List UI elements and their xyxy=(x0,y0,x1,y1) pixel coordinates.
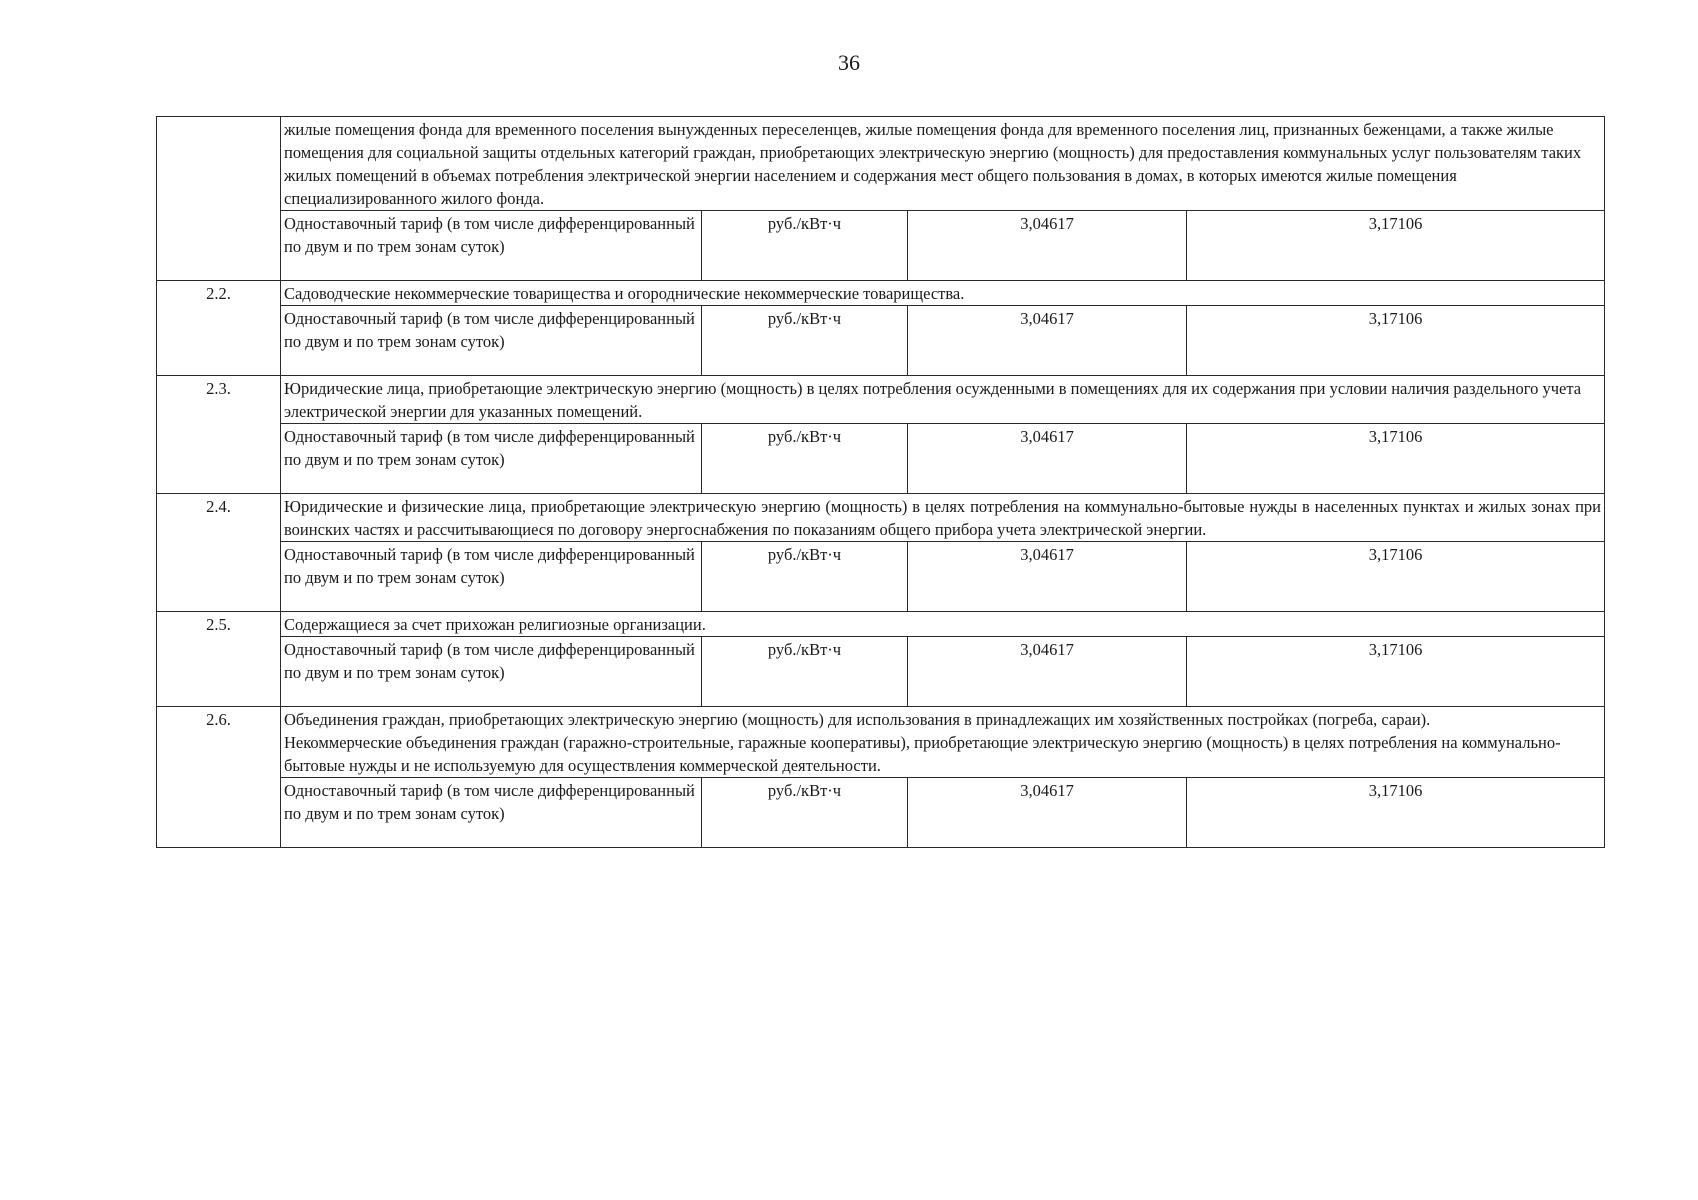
tariff-unit: руб./кВт·ч xyxy=(702,542,908,612)
tariff-name: Одноставочный тариф (в том числе дифференцированный по двум и по трем зонам суток) xyxy=(281,211,702,281)
tariff-value-1: 3,04617 xyxy=(908,778,1187,848)
row-number: 2.4. xyxy=(157,494,281,612)
table-row-category xyxy=(157,494,1605,542)
row-number: 2.5. xyxy=(157,612,281,707)
table-row-tariff xyxy=(157,424,1605,494)
table-row-category xyxy=(157,707,1605,778)
tariff-table xyxy=(156,116,1605,848)
tariff-value-2: 3,17106 xyxy=(1187,778,1605,848)
row-number: 2.3. xyxy=(157,376,281,494)
category-description xyxy=(281,707,1605,778)
tariff-unit: руб./кВт·ч xyxy=(702,306,908,376)
page-number: 36 xyxy=(838,50,860,75)
table-row-tariff xyxy=(157,637,1605,707)
tariff-unit: руб./кВт·ч xyxy=(702,778,908,848)
tariff-value-1: 3,04617 xyxy=(908,637,1187,707)
table-row-category xyxy=(157,376,1605,424)
row-number xyxy=(157,117,281,281)
row-number: 2.2. xyxy=(157,281,281,376)
category-description-part-1: Объединения граждан, приобретающих электрическую энергию (мощность) для использования в принадлежащих им хозяйственных постройках (погреба, сараи). xyxy=(284,710,1431,729)
category-description: Юридические и физические лица, приобретающие электрическую энергию (мощность) в целях потребления на коммунально-бытовые нужды в населенных пунктах и жилых зонах при воинских частях и рассчитывающиеся по договору энергоснабжения по показаниям общего прибора учета электрической энергии. xyxy=(281,494,1605,542)
row-number: 2.6. xyxy=(157,707,281,848)
table-row-tariff xyxy=(157,778,1605,848)
tariff-value-1: 3,04617 xyxy=(908,211,1187,281)
category-description-part-2: Некоммерческие объединения граждан (гаражно-строительные, гаражные кооперативы), приобретающие электрическую энергию (мощность) в целях потребления на коммунально-бытовые нужды и не используемую для осуществления коммерческой деятельности. xyxy=(284,733,1561,775)
tariff-name: Одноставочный тариф (в том числе дифференцированный по двум и по трем зонам суток) xyxy=(281,424,702,494)
tariff-unit: руб./кВт·ч xyxy=(702,637,908,707)
tariff-name: Одноставочный тариф (в том числе дифференцированный по двум и по трем зонам суток) xyxy=(281,306,702,376)
tariff-unit: руб./кВт·ч xyxy=(702,211,908,281)
category-description: Содержащиеся за счет прихожан религиозные организации. xyxy=(281,612,1605,637)
table-row-category xyxy=(157,281,1605,306)
tariff-value-2: 3,17106 xyxy=(1187,637,1605,707)
tariff-name: Одноставочный тариф (в том числе дифференцированный по двум и по трем зонам суток) xyxy=(281,637,702,707)
tariff-value-1: 3,04617 xyxy=(908,306,1187,376)
tariff-value-2: 3,17106 xyxy=(1187,424,1605,494)
table-row-category xyxy=(157,612,1605,637)
tariff-value-2: 3,17106 xyxy=(1187,211,1605,281)
table-row-tariff xyxy=(157,211,1605,281)
table-row-category xyxy=(157,117,1605,211)
tariff-name: Одноставочный тариф (в том числе дифференцированный по двум и по трем зонам суток) xyxy=(281,542,702,612)
table-row-tariff xyxy=(157,542,1605,612)
tariff-unit: руб./кВт·ч xyxy=(702,424,908,494)
category-description: Юридические лица, приобретающие электрическую энергию (мощность) в целях потребления осужденными в помещениях для их содержания при условии наличия раздельного учета электрической энергии для указанных помещений. xyxy=(281,376,1605,424)
tariff-name: Одноставочный тариф (в том числе дифференцированный по двум и по трем зонам суток) xyxy=(281,778,702,848)
tariff-value-2: 3,17106 xyxy=(1187,306,1605,376)
tariff-value-2: 3,17106 xyxy=(1187,542,1605,612)
tariff-value-1: 3,04617 xyxy=(908,542,1187,612)
table-row-tariff xyxy=(157,306,1605,376)
category-description: Садоводческие некоммерческие товарищества и огороднические некоммерческие товарищества. xyxy=(281,281,1605,306)
tariff-value-1: 3,04617 xyxy=(908,424,1187,494)
category-description: жилые помещения фонда для временного поселения вынужденных переселенцев, жилые помещения фонда для временного поселения лиц, признанных беженцами, а также жилые помещения для социальной защиты отдельных категорий граждан, приобретающих электрическую энергию (мощность) для предоставления коммунальных услуг пользователям таких жилых помещений в объемах потребления электрической энергии населением и содержания мест общего пользования в домах, в которых имеются жилые помещения специализированного жилого фонда. xyxy=(281,117,1605,211)
